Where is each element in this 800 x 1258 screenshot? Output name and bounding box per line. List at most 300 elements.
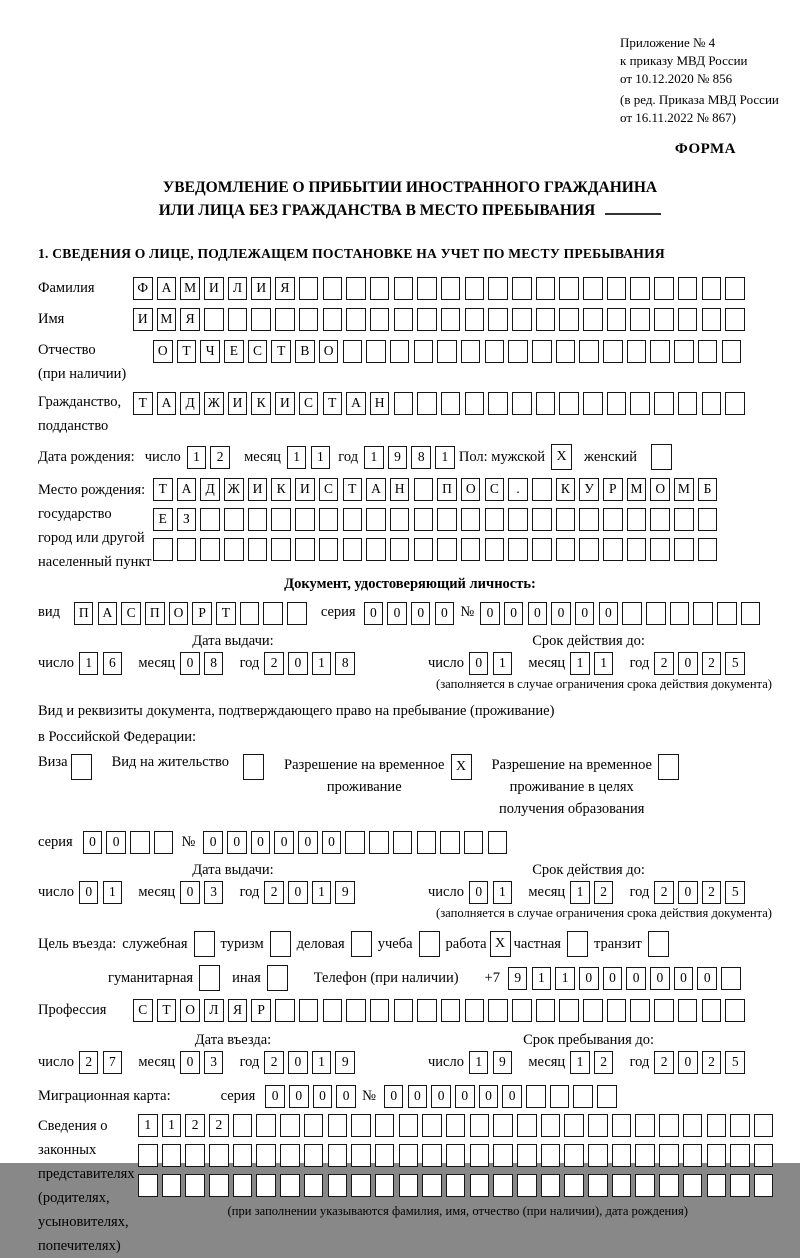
char-cell-empty[interactable] bbox=[659, 1144, 679, 1167]
char-cell-filled[interactable]: 0 bbox=[288, 652, 308, 675]
char-cell-empty[interactable] bbox=[461, 340, 481, 363]
char-cell-empty[interactable] bbox=[493, 1144, 513, 1167]
char-cell-empty[interactable] bbox=[698, 508, 718, 531]
char-cell-empty[interactable] bbox=[399, 1114, 419, 1137]
char-cell-filled[interactable]: 0 bbox=[579, 967, 599, 990]
char-cell-empty[interactable] bbox=[394, 999, 414, 1022]
char-cell-empty[interactable] bbox=[512, 999, 532, 1022]
char-cell-empty[interactable] bbox=[465, 308, 485, 331]
char-cell-empty[interactable] bbox=[607, 277, 627, 300]
char-cell-empty[interactable] bbox=[717, 602, 737, 625]
char-cell-empty[interactable] bbox=[228, 308, 248, 331]
char-cell-filled[interactable]: 0 bbox=[83, 831, 103, 854]
char-cell-empty[interactable] bbox=[465, 277, 485, 300]
char-cell-empty[interactable] bbox=[536, 308, 556, 331]
char-cell-filled[interactable]: Я bbox=[228, 999, 248, 1022]
char-cell-empty[interactable] bbox=[437, 340, 457, 363]
char-cell-empty[interactable] bbox=[154, 831, 174, 854]
char-cell-empty[interactable] bbox=[256, 1174, 276, 1197]
char-cell-empty[interactable] bbox=[536, 999, 556, 1022]
char-cell-filled[interactable]: М bbox=[157, 308, 177, 331]
char-cell-filled[interactable]: 1 bbox=[312, 1051, 332, 1074]
char-cell-empty[interactable] bbox=[583, 308, 603, 331]
char-cell-filled[interactable]: 9 bbox=[388, 446, 408, 469]
char-cell-empty[interactable] bbox=[351, 1144, 371, 1167]
char-cell-empty[interactable] bbox=[512, 277, 532, 300]
char-cell-empty[interactable] bbox=[177, 538, 197, 561]
char-cell-filled[interactable]: Б bbox=[698, 478, 718, 501]
char-cell-empty[interactable] bbox=[512, 392, 532, 415]
char-cell-filled[interactable]: 0 bbox=[502, 1085, 522, 1108]
char-cell-filled[interactable]: 0 bbox=[697, 967, 717, 990]
char-cell-filled[interactable]: Р bbox=[603, 478, 623, 501]
char-cell-empty[interactable] bbox=[343, 538, 363, 561]
char-cell-empty[interactable] bbox=[346, 308, 366, 331]
char-cell-empty[interactable] bbox=[464, 831, 484, 854]
char-cell-empty[interactable] bbox=[437, 508, 457, 531]
char-cell-empty[interactable] bbox=[351, 1114, 371, 1137]
char-cell-empty[interactable] bbox=[470, 1144, 490, 1167]
char-cell-empty[interactable] bbox=[224, 508, 244, 531]
char-cell-filled[interactable]: Ж bbox=[204, 392, 224, 415]
char-cell-empty[interactable] bbox=[730, 1144, 750, 1167]
char-cell-filled[interactable]: И bbox=[133, 308, 153, 331]
char-cell-empty[interactable] bbox=[532, 538, 552, 561]
char-cell-empty[interactable] bbox=[488, 999, 508, 1022]
char-cell-empty[interactable] bbox=[319, 538, 339, 561]
char-cell-empty[interactable] bbox=[366, 508, 386, 531]
char-cell-empty[interactable] bbox=[702, 392, 722, 415]
char-cell-filled[interactable]: И bbox=[228, 392, 248, 415]
char-cell-empty[interactable] bbox=[370, 277, 390, 300]
char-cell-empty[interactable] bbox=[323, 308, 343, 331]
char-cell-empty[interactable] bbox=[370, 308, 390, 331]
char-cell-empty[interactable] bbox=[323, 277, 343, 300]
char-cell-empty[interactable] bbox=[659, 1114, 679, 1137]
char-cell-filled[interactable]: А bbox=[346, 392, 366, 415]
char-cell-filled[interactable]: С bbox=[485, 478, 505, 501]
sex-male-checkbox[interactable]: X bbox=[551, 444, 572, 470]
char-cell-empty[interactable] bbox=[579, 538, 599, 561]
char-cell-empty[interactable] bbox=[446, 1114, 466, 1137]
char-cell-filled[interactable]: 2 bbox=[702, 1051, 722, 1074]
char-cell-empty[interactable] bbox=[441, 308, 461, 331]
char-cell-filled[interactable]: 1 bbox=[435, 446, 455, 469]
char-cell-filled[interactable]: 1 bbox=[570, 881, 590, 904]
char-cell-empty[interactable] bbox=[263, 602, 283, 625]
char-cell-filled[interactable]: 1 bbox=[570, 652, 590, 675]
char-cell-filled[interactable]: 0 bbox=[650, 967, 670, 990]
char-cell-empty[interactable] bbox=[299, 999, 319, 1022]
char-cell-empty[interactable] bbox=[394, 392, 414, 415]
char-cell-empty[interactable] bbox=[721, 967, 741, 990]
char-cell-filled[interactable]: С bbox=[248, 340, 268, 363]
char-cell-empty[interactable] bbox=[414, 538, 434, 561]
char-cell-empty[interactable] bbox=[678, 277, 698, 300]
char-cell-filled[interactable]: 6 bbox=[103, 652, 123, 675]
char-cell-empty[interactable] bbox=[271, 508, 291, 531]
char-cell-empty[interactable] bbox=[532, 508, 552, 531]
char-cell-empty[interactable] bbox=[390, 508, 410, 531]
char-cell-filled[interactable]: П bbox=[74, 602, 94, 625]
char-cell-empty[interactable] bbox=[200, 508, 220, 531]
char-cell-filled[interactable]: С bbox=[319, 478, 339, 501]
char-cell-filled[interactable]: К bbox=[271, 478, 291, 501]
char-cell-filled[interactable]: И bbox=[248, 478, 268, 501]
char-cell-filled[interactable]: 5 bbox=[725, 652, 745, 675]
char-cell-filled[interactable]: Р bbox=[251, 999, 271, 1022]
char-cell-filled[interactable]: 2 bbox=[702, 652, 722, 675]
char-cell-empty[interactable] bbox=[488, 277, 508, 300]
char-cell-filled[interactable]: В bbox=[295, 340, 315, 363]
char-cell-filled[interactable]: 1 bbox=[311, 446, 331, 469]
char-cell-empty[interactable] bbox=[417, 277, 437, 300]
char-cell-empty[interactable] bbox=[287, 602, 307, 625]
char-cell-filled[interactable]: Л bbox=[204, 999, 224, 1022]
purpose-work-checkbox[interactable]: X bbox=[490, 931, 511, 957]
char-cell-empty[interactable] bbox=[698, 340, 718, 363]
char-cell-filled[interactable]: 2 bbox=[654, 652, 674, 675]
char-cell-filled[interactable]: Я bbox=[275, 277, 295, 300]
char-cell-empty[interactable] bbox=[702, 999, 722, 1022]
char-cell-filled[interactable]: Т bbox=[323, 392, 343, 415]
char-cell-empty[interactable] bbox=[369, 831, 389, 854]
char-cell-filled[interactable]: 2 bbox=[264, 1051, 284, 1074]
char-cell-empty[interactable] bbox=[393, 831, 413, 854]
char-cell-filled[interactable]: М bbox=[180, 277, 200, 300]
char-cell-empty[interactable] bbox=[461, 538, 481, 561]
char-cell-empty[interactable] bbox=[351, 1174, 371, 1197]
char-cell-empty[interactable] bbox=[698, 538, 718, 561]
char-cell-empty[interactable] bbox=[612, 1144, 632, 1167]
char-cell-empty[interactable] bbox=[541, 1144, 561, 1167]
char-cell-filled[interactable]: 0 bbox=[180, 652, 200, 675]
char-cell-empty[interactable] bbox=[556, 538, 576, 561]
char-cell-filled[interactable]: 1 bbox=[469, 1051, 489, 1074]
option-temp-residence-education-checkbox[interactable] bbox=[658, 754, 679, 780]
char-cell-filled[interactable]: 7 bbox=[103, 1051, 123, 1074]
char-cell-empty[interactable] bbox=[654, 999, 674, 1022]
char-cell-empty[interactable] bbox=[559, 277, 579, 300]
char-cell-filled[interactable]: О bbox=[153, 340, 173, 363]
char-cell-empty[interactable] bbox=[346, 999, 366, 1022]
char-cell-empty[interactable] bbox=[209, 1174, 229, 1197]
char-cell-filled[interactable]: 0 bbox=[469, 652, 489, 675]
char-cell-empty[interactable] bbox=[162, 1144, 182, 1167]
char-cell-empty[interactable] bbox=[678, 308, 698, 331]
char-cell-filled[interactable]: 0 bbox=[265, 1085, 285, 1108]
char-cell-filled[interactable]: 0 bbox=[180, 881, 200, 904]
char-cell-filled[interactable]: 2 bbox=[210, 446, 230, 469]
char-cell-empty[interactable] bbox=[517, 1144, 537, 1167]
char-cell-filled[interactable]: И bbox=[295, 478, 315, 501]
char-cell-empty[interactable] bbox=[654, 392, 674, 415]
char-cell-empty[interactable] bbox=[646, 602, 666, 625]
char-cell-filled[interactable]: 0 bbox=[203, 831, 223, 854]
char-cell-empty[interactable] bbox=[722, 340, 742, 363]
char-cell-filled[interactable]: 1 bbox=[493, 881, 513, 904]
char-cell-filled[interactable]: Д bbox=[200, 478, 220, 501]
char-cell-filled[interactable]: А bbox=[157, 392, 177, 415]
char-cell-empty[interactable] bbox=[394, 308, 414, 331]
char-cell-empty[interactable] bbox=[275, 308, 295, 331]
char-cell-empty[interactable] bbox=[233, 1114, 253, 1137]
char-cell-filled[interactable]: М bbox=[674, 478, 694, 501]
char-cell-filled[interactable]: 0 bbox=[678, 652, 698, 675]
char-cell-empty[interactable] bbox=[630, 277, 650, 300]
char-cell-filled[interactable]: Т bbox=[153, 478, 173, 501]
char-cell-filled[interactable]: 8 bbox=[335, 652, 355, 675]
char-cell-empty[interactable] bbox=[488, 392, 508, 415]
char-cell-filled[interactable]: 1 bbox=[570, 1051, 590, 1074]
char-cell-empty[interactable] bbox=[138, 1144, 158, 1167]
char-cell-empty[interactable] bbox=[493, 1174, 513, 1197]
char-cell-empty[interactable] bbox=[583, 277, 603, 300]
char-cell-empty[interactable] bbox=[678, 392, 698, 415]
char-cell-filled[interactable]: 0 bbox=[387, 602, 407, 625]
char-cell-filled[interactable]: 1 bbox=[555, 967, 575, 990]
char-cell-filled[interactable]: 0 bbox=[313, 1085, 333, 1108]
purpose-official-checkbox[interactable] bbox=[194, 931, 215, 957]
char-cell-empty[interactable] bbox=[328, 1174, 348, 1197]
char-cell-empty[interactable] bbox=[470, 1114, 490, 1137]
char-cell-empty[interactable] bbox=[441, 277, 461, 300]
char-cell-empty[interactable] bbox=[248, 538, 268, 561]
char-cell-filled[interactable]: 1 bbox=[312, 652, 332, 675]
char-cell-empty[interactable] bbox=[622, 602, 642, 625]
char-cell-empty[interactable] bbox=[607, 999, 627, 1022]
char-cell-empty[interactable] bbox=[603, 340, 623, 363]
char-cell-filled[interactable]: 0 bbox=[289, 1085, 309, 1108]
char-cell-empty[interactable] bbox=[209, 1144, 229, 1167]
char-cell-empty[interactable] bbox=[328, 1144, 348, 1167]
char-cell-filled[interactable]: 3 bbox=[204, 881, 224, 904]
char-cell-filled[interactable]: 0 bbox=[480, 602, 500, 625]
char-cell-empty[interactable] bbox=[280, 1174, 300, 1197]
char-cell-empty[interactable] bbox=[517, 1174, 537, 1197]
char-cell-empty[interactable] bbox=[541, 1114, 561, 1137]
char-cell-filled[interactable]: 3 bbox=[204, 1051, 224, 1074]
char-cell-empty[interactable] bbox=[399, 1174, 419, 1197]
char-cell-empty[interactable] bbox=[526, 1085, 546, 1108]
char-cell-filled[interactable]: 0 bbox=[364, 602, 384, 625]
char-cell-empty[interactable] bbox=[579, 340, 599, 363]
char-cell-empty[interactable] bbox=[240, 602, 260, 625]
char-cell-empty[interactable] bbox=[702, 277, 722, 300]
char-cell-empty[interactable] bbox=[725, 277, 745, 300]
char-cell-empty[interactable] bbox=[399, 1144, 419, 1167]
purpose-humanitarian-checkbox[interactable] bbox=[199, 965, 220, 991]
char-cell-filled[interactable]: 0 bbox=[274, 831, 294, 854]
option-temp-residence-checkbox[interactable]: X bbox=[451, 754, 472, 780]
char-cell-filled[interactable]: 9 bbox=[493, 1051, 513, 1074]
char-cell-empty[interactable] bbox=[630, 392, 650, 415]
char-cell-filled[interactable]: 0 bbox=[411, 602, 431, 625]
char-cell-empty[interactable] bbox=[659, 1174, 679, 1197]
purpose-tourism-checkbox[interactable] bbox=[270, 931, 291, 957]
char-cell-empty[interactable] bbox=[725, 308, 745, 331]
char-cell-empty[interactable] bbox=[730, 1114, 750, 1137]
char-cell-filled[interactable]: У bbox=[579, 478, 599, 501]
char-cell-empty[interactable] bbox=[550, 1085, 570, 1108]
char-cell-empty[interactable] bbox=[683, 1144, 703, 1167]
char-cell-filled[interactable]: З bbox=[177, 508, 197, 531]
char-cell-empty[interactable] bbox=[394, 277, 414, 300]
char-cell-empty[interactable] bbox=[295, 538, 315, 561]
char-cell-empty[interactable] bbox=[256, 1114, 276, 1137]
char-cell-empty[interactable] bbox=[678, 999, 698, 1022]
char-cell-empty[interactable] bbox=[730, 1174, 750, 1197]
char-cell-filled[interactable]: 0 bbox=[528, 602, 548, 625]
char-cell-empty[interactable] bbox=[597, 1085, 617, 1108]
char-cell-filled[interactable]: Ж bbox=[224, 478, 244, 501]
char-cell-empty[interactable] bbox=[256, 1144, 276, 1167]
char-cell-filled[interactable]: 0 bbox=[599, 602, 619, 625]
char-cell-empty[interactable] bbox=[138, 1174, 158, 1197]
char-cell-empty[interactable] bbox=[512, 308, 532, 331]
char-cell-empty[interactable] bbox=[627, 508, 647, 531]
char-cell-filled[interactable]: 2 bbox=[264, 652, 284, 675]
option-residence-permit-checkbox[interactable] bbox=[243, 754, 264, 780]
char-cell-empty[interactable] bbox=[375, 1144, 395, 1167]
char-cell-filled[interactable]: 2 bbox=[594, 1051, 614, 1074]
char-cell-empty[interactable] bbox=[635, 1144, 655, 1167]
char-cell-filled[interactable]: 0 bbox=[79, 881, 99, 904]
char-cell-empty[interactable] bbox=[488, 308, 508, 331]
char-cell-filled[interactable]: 2 bbox=[654, 1051, 674, 1074]
char-cell-filled[interactable]: А bbox=[366, 478, 386, 501]
char-cell-empty[interactable] bbox=[508, 508, 528, 531]
char-cell-empty[interactable] bbox=[536, 277, 556, 300]
char-cell-empty[interactable] bbox=[650, 538, 670, 561]
char-cell-empty[interactable] bbox=[414, 340, 434, 363]
char-cell-filled[interactable]: Т bbox=[271, 340, 291, 363]
char-cell-filled[interactable]: 1 bbox=[187, 446, 207, 469]
char-cell-filled[interactable]: Д bbox=[180, 392, 200, 415]
char-cell-empty[interactable] bbox=[702, 308, 722, 331]
char-cell-empty[interactable] bbox=[224, 538, 244, 561]
char-cell-empty[interactable] bbox=[508, 340, 528, 363]
char-cell-empty[interactable] bbox=[304, 1114, 324, 1137]
char-cell-empty[interactable] bbox=[517, 1114, 537, 1137]
char-cell-empty[interactable] bbox=[233, 1174, 253, 1197]
char-cell-empty[interactable] bbox=[650, 340, 670, 363]
char-cell-empty[interactable] bbox=[417, 308, 437, 331]
char-cell-empty[interactable] bbox=[683, 1114, 703, 1137]
char-cell-filled[interactable]: Ч bbox=[200, 340, 220, 363]
char-cell-filled[interactable]: И bbox=[204, 277, 224, 300]
char-cell-empty[interactable] bbox=[674, 340, 694, 363]
char-cell-empty[interactable] bbox=[693, 602, 713, 625]
char-cell-filled[interactable]: 0 bbox=[288, 881, 308, 904]
char-cell-filled[interactable]: 1 bbox=[594, 652, 614, 675]
char-cell-filled[interactable]: 2 bbox=[264, 881, 284, 904]
purpose-transit-checkbox[interactable] bbox=[648, 931, 669, 957]
char-cell-filled[interactable]: 1 bbox=[103, 881, 123, 904]
char-cell-empty[interactable] bbox=[725, 392, 745, 415]
char-cell-filled[interactable]: И bbox=[275, 392, 295, 415]
char-cell-empty[interactable] bbox=[366, 340, 386, 363]
char-cell-empty[interactable] bbox=[536, 392, 556, 415]
char-cell-empty[interactable] bbox=[343, 340, 363, 363]
char-cell-filled[interactable]: 0 bbox=[251, 831, 271, 854]
char-cell-empty[interactable] bbox=[153, 538, 173, 561]
char-cell-empty[interactable] bbox=[130, 831, 150, 854]
char-cell-empty[interactable] bbox=[343, 508, 363, 531]
char-cell-empty[interactable] bbox=[588, 1144, 608, 1167]
char-cell-empty[interactable] bbox=[674, 508, 694, 531]
char-cell-filled[interactable]: 0 bbox=[504, 602, 524, 625]
char-cell-empty[interactable] bbox=[559, 999, 579, 1022]
char-cell-filled[interactable]: М bbox=[627, 478, 647, 501]
char-cell-empty[interactable] bbox=[630, 308, 650, 331]
char-cell-empty[interactable] bbox=[422, 1144, 442, 1167]
char-cell-filled[interactable]: 0 bbox=[322, 831, 342, 854]
char-cell-empty[interactable] bbox=[414, 478, 434, 501]
char-cell-empty[interactable] bbox=[422, 1114, 442, 1137]
char-cell-filled[interactable]: 0 bbox=[551, 602, 571, 625]
char-cell-filled[interactable]: О bbox=[461, 478, 481, 501]
char-cell-filled[interactable]: 0 bbox=[678, 1051, 698, 1074]
char-cell-filled[interactable]: О bbox=[180, 999, 200, 1022]
char-cell-empty[interactable] bbox=[635, 1114, 655, 1137]
char-cell-empty[interactable] bbox=[564, 1114, 584, 1137]
char-cell-filled[interactable]: 0 bbox=[384, 1085, 404, 1108]
char-cell-empty[interactable] bbox=[461, 508, 481, 531]
char-cell-empty[interactable] bbox=[603, 508, 623, 531]
char-cell-empty[interactable] bbox=[588, 1174, 608, 1197]
char-cell-filled[interactable]: 2 bbox=[209, 1114, 229, 1137]
char-cell-empty[interactable] bbox=[390, 340, 410, 363]
char-cell-empty[interactable] bbox=[573, 1085, 593, 1108]
purpose-other-checkbox[interactable] bbox=[267, 965, 288, 991]
char-cell-empty[interactable] bbox=[280, 1144, 300, 1167]
char-cell-empty[interactable] bbox=[185, 1174, 205, 1197]
char-cell-empty[interactable] bbox=[370, 999, 390, 1022]
char-cell-empty[interactable] bbox=[488, 831, 508, 854]
char-cell-filled[interactable]: 9 bbox=[335, 1051, 355, 1074]
char-cell-filled[interactable]: 2 bbox=[654, 881, 674, 904]
option-visa-checkbox[interactable] bbox=[71, 754, 92, 780]
char-cell-empty[interactable] bbox=[564, 1174, 584, 1197]
char-cell-filled[interactable]: 1 bbox=[364, 446, 384, 469]
char-cell-filled[interactable]: И bbox=[251, 277, 271, 300]
char-cell-filled[interactable]: Т bbox=[157, 999, 177, 1022]
char-cell-empty[interactable] bbox=[366, 538, 386, 561]
char-cell-filled[interactable]: 0 bbox=[431, 1085, 451, 1108]
char-cell-empty[interactable] bbox=[375, 1114, 395, 1137]
char-cell-filled[interactable]: Т bbox=[343, 478, 363, 501]
char-cell-filled[interactable]: П bbox=[437, 478, 457, 501]
char-cell-empty[interactable] bbox=[612, 1174, 632, 1197]
char-cell-filled[interactable]: К bbox=[556, 478, 576, 501]
char-cell-filled[interactable]: 8 bbox=[204, 652, 224, 675]
char-cell-empty[interactable] bbox=[414, 508, 434, 531]
char-cell-empty[interactable] bbox=[185, 1144, 205, 1167]
char-cell-filled[interactable]: К bbox=[251, 392, 271, 415]
char-cell-empty[interactable] bbox=[635, 1174, 655, 1197]
char-cell-empty[interactable] bbox=[579, 508, 599, 531]
char-cell-empty[interactable] bbox=[417, 999, 437, 1022]
char-cell-filled[interactable]: Н bbox=[370, 392, 390, 415]
char-cell-filled[interactable]: 1 bbox=[493, 652, 513, 675]
char-cell-empty[interactable] bbox=[725, 999, 745, 1022]
char-cell-filled[interactable]: Е bbox=[153, 508, 173, 531]
char-cell-filled[interactable]: 0 bbox=[106, 831, 126, 854]
char-cell-filled[interactable]: Т bbox=[216, 602, 236, 625]
char-cell-empty[interactable] bbox=[275, 999, 295, 1022]
purpose-study-checkbox[interactable] bbox=[419, 931, 440, 957]
